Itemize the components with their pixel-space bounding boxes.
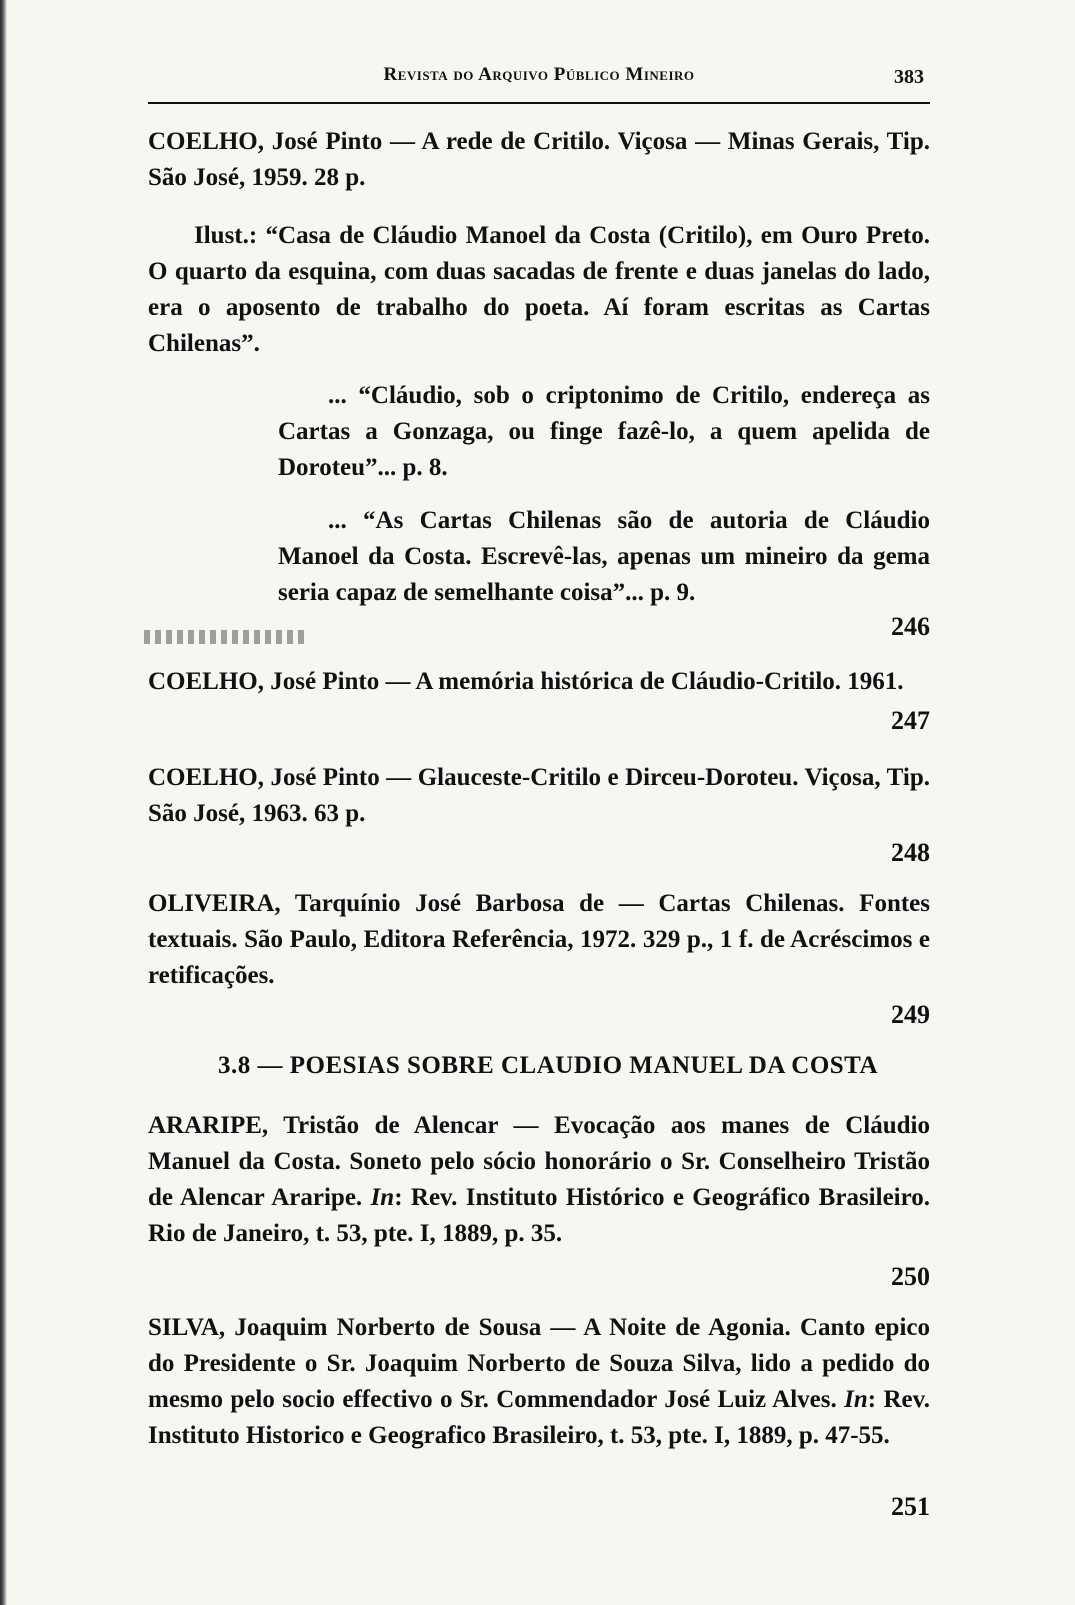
bibliography-entry: OLIVEIRA, Tarquínio José Barbosa de — Cartas Chilenas. Fontes textuais. São Paulo, Editora Referência, 1972. 329 p., 1 f. de Acréscimos e retificações. <box>148 890 930 989</box>
entry-text: SILVA, Joaquim Norberto de Sousa — A Noite de Agonia. Canto epico do Presidente o Sr. Joaquim Norberto de Souza Silva, lido a pedido do mesmo pelo socio effectivo o Sr. Commendador José Luiz Alves. <box>148 1314 930 1413</box>
print-smudge <box>144 630 304 644</box>
section-heading: 3.8 — POESIAS SOBRE CLAUDIO MANUEL DA COSTA <box>218 1052 879 1079</box>
entry-number: 250 <box>891 1262 930 1291</box>
entry-number: 249 <box>891 1000 930 1029</box>
page-number: 383 <box>894 66 924 88</box>
bibliography-entry: COELHO, José Pinto — Glauceste-Critilo e Dirceu-Doroteu. Viçosa, Tip. São José, 1963. 63 p. <box>148 764 930 827</box>
bibliography-entry <box>148 1108 930 1252</box>
entry-note: Ilust.: “Casa de Cláudio Manoel da Costa (Critilo), em Ouro Preto. O quarto da esquina, com duas sacadas de frente e duas janelas do lado, era o aposento de trabalho do poeta. Aí foram escritas as Cartas Chilenas”. <box>148 222 930 357</box>
entry-text: : Rev. Instituto Historico e Geografico Brasileiro, t. 53, pte. I, 1889, p. 47-55. <box>148 1386 930 1449</box>
running-header <box>148 54 930 104</box>
entry-text: ARARIPE, Tristão de Alencar — Evocação aos manes de Cláudio Manuel da Costa. Soneto pelo sócio honorário o Sr. Conselheiro Tristão de Alencar Araripe. <box>148 1112 930 1211</box>
in-label: In <box>844 1386 868 1413</box>
in-label: In <box>370 1184 395 1211</box>
bibliography-entry <box>148 1310 930 1454</box>
entry-number: 247 <box>891 706 930 735</box>
entry-number: 246 <box>891 612 930 641</box>
journal-title: Revista do Arquivo Público Mineiro <box>383 64 695 85</box>
entry-number: 248 <box>891 838 930 867</box>
bibliography-entry: COELHO, José Pinto — A rede de Critilo. Viçosa — Minas Gerais, Tip. São José, 1959. 28 p. <box>148 128 930 191</box>
binding-shadow <box>0 0 7 1605</box>
bibliography-entry: COELHO, José Pinto — A memória histórica de Cláudio-Critilo. 1961. <box>148 668 904 695</box>
entry-quote: ... “Cláudio, sob o criptonimo de Critilo, endereça as Cartas a Gonzaga, ou finge fazê-lo, a quem apelida de Doroteu”... p. 8. <box>278 382 930 481</box>
entry-quote: ... “As Cartas Chilenas são de autoria de Cláudio Manoel da Costa. Escrevê-las, apenas um mineiro da gema seria capaz de semelhante coisa”... p. 9. <box>278 507 930 606</box>
entry-text: : Rev. Instituto Histórico e Geográfico Brasileiro. Rio de Janeiro, t. 53, pte. I, 1889, p. 35. <box>148 1184 930 1247</box>
entry-number: 251 <box>891 1492 930 1521</box>
